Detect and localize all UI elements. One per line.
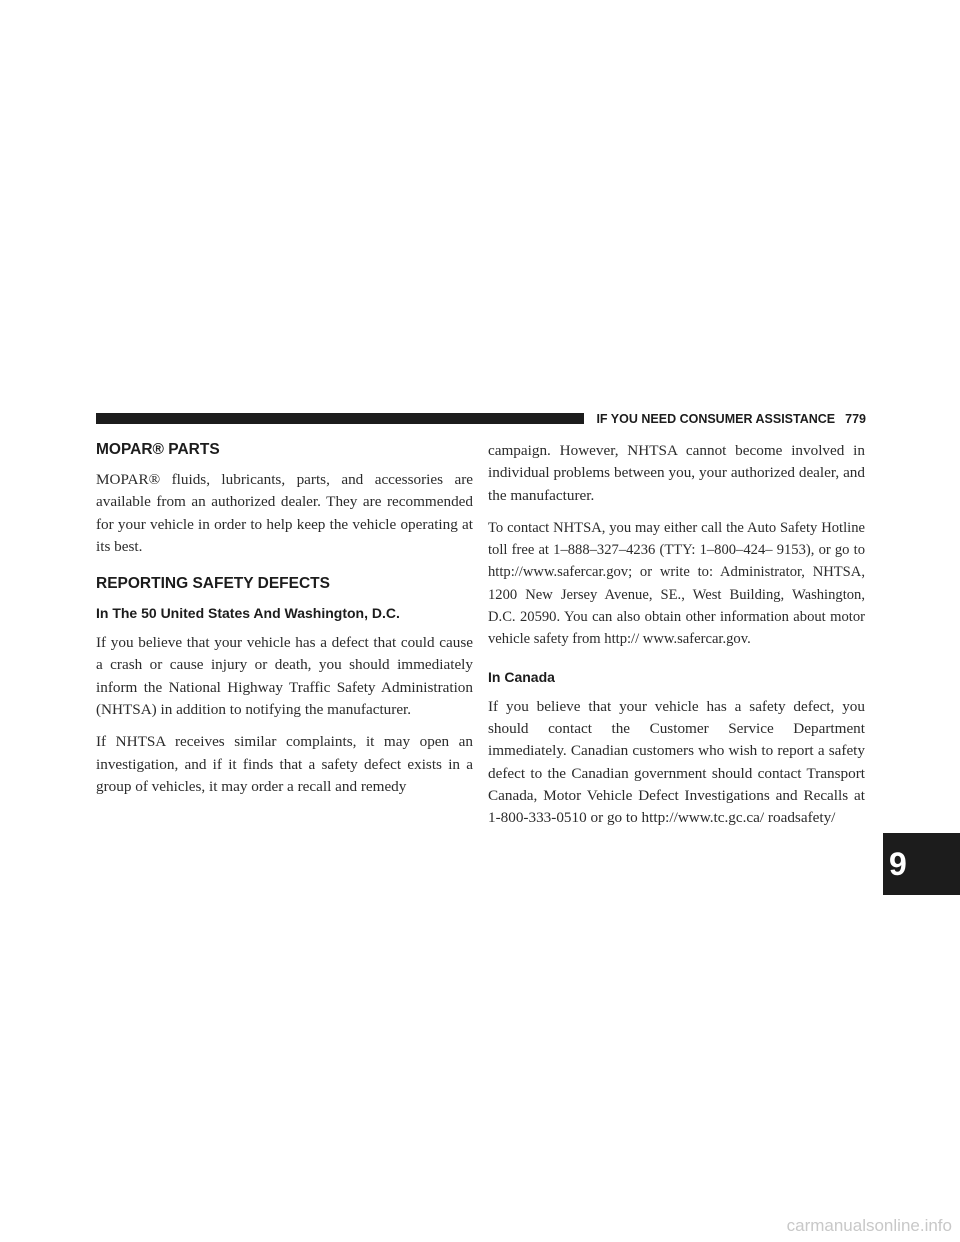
mopar-parts-paragraph: MOPAR® fluids, lubricants, parts, and accessories are available from an authorized dealer. They are recommended for your vehicle in order to help keep the vehicle operating at its best. [96, 471, 473, 555]
us-subheading: In The 50 United States And Washington, D.C. [96, 605, 400, 622]
left-column [96, 440, 473, 808]
header-rule [96, 413, 584, 424]
page-header [96, 410, 866, 428]
chapter-tab [883, 833, 960, 895]
canada-paragraph: If you believe that your vehicle has a safety defect, you should contact the Customer Service Department immediately. Canadian customers who wish to report a safety defect to the Canadian government should contact Transport Canada, Motor Vehicle Defect Investigations and Recalls at 1-800-333-0510 or go to http://www.tc.gc.ca/ roadsafety/ [488, 697, 865, 827]
section-title: IF YOU NEED CONSUMER ASSISTANCE [596, 412, 836, 426]
mopar-parts-heading: MOPAR® PARTS [96, 441, 220, 458]
running-header [596, 410, 866, 428]
continuation-paragraph: campaign. However, NHTSA cannot become involved in individual problems between you, your authorized dealer, and the manufacturer. [488, 442, 865, 504]
us-paragraph-1: If you believe that your vehicle has a defect that could cause a crash or cause injury or death, you should immediately inform the National Highway Traffic Safety Administration (NHTSA) in addition to notifying the manufacturer. [96, 634, 473, 719]
nhtsa-contact-paragraph: To contact NHTSA, you may either call the Auto Safety Hotline toll free at 1–888–327–4236 (TTY: 1–800–424– 9153), or go to http://www.safercar.gov; or write to: Administrator, NHTSA, 1200 New Jersey Avenue, SE., West Building, Washington, D.C. 20590. You can also obtain other information about motor vehicle safety from http:// www.safercar.gov. [488, 519, 865, 648]
page-number: 779 [845, 412, 866, 426]
right-column [488, 440, 865, 839]
chapter-number: 9 [889, 846, 907, 882]
watermark: carmanualsonline.info [786, 1216, 952, 1235]
canada-subheading: In Canada [488, 668, 555, 685]
reporting-safety-defects-heading: REPORTING SAFETY DEFECTS [96, 575, 330, 593]
us-paragraph-2: If NHTSA receives similar complaints, it may open an investigation, and if it finds that a safety defect exists in a group of vehicles, it may order a recall and remedy [96, 733, 473, 795]
